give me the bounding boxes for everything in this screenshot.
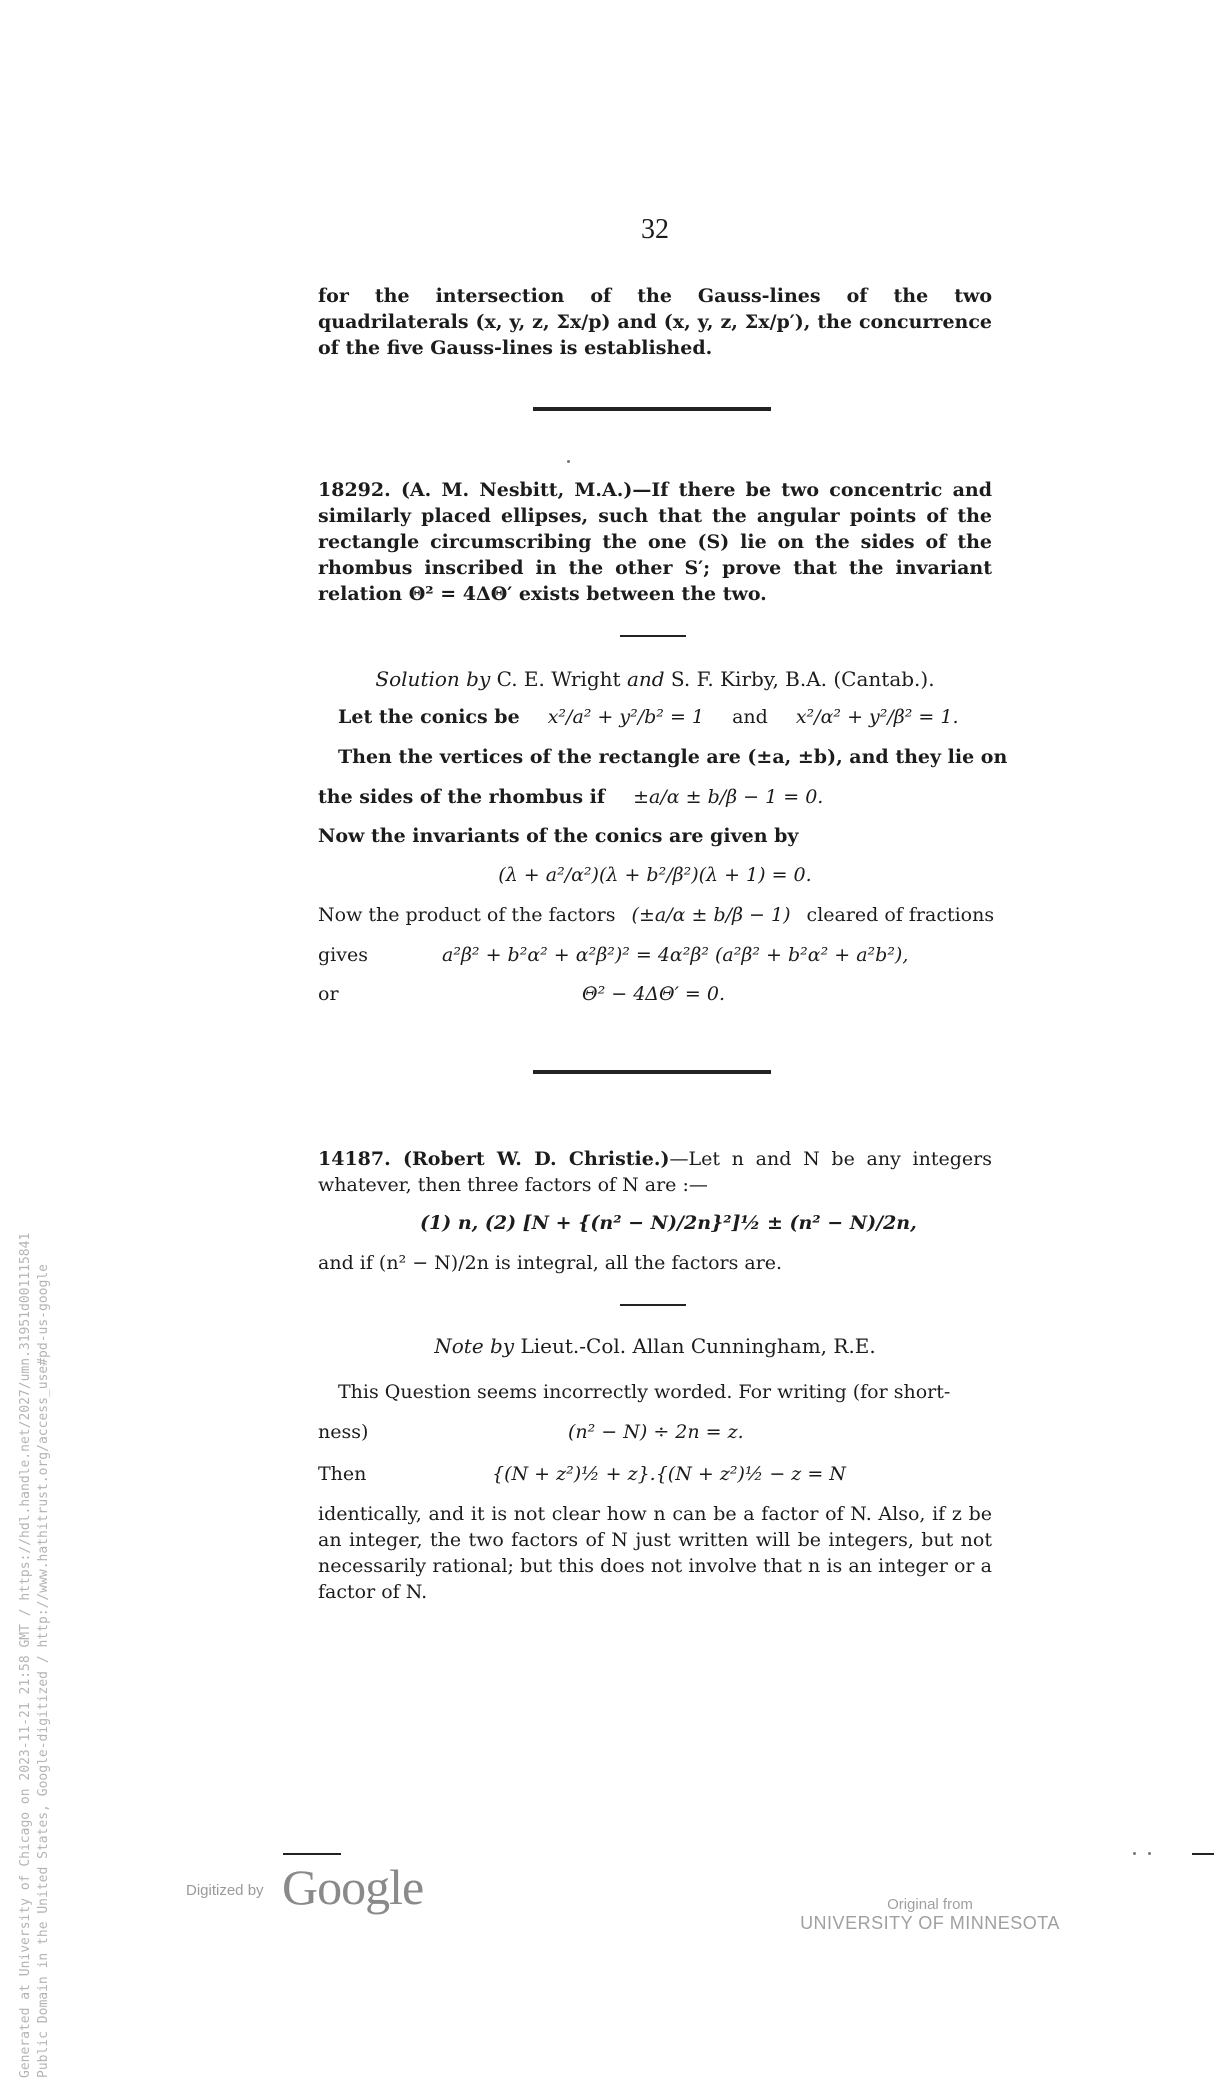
note-line-1: This Question seems incorrectly worded. For writing (for short- — [338, 1381, 951, 1403]
product-line — [318, 902, 994, 928]
product-text-end: cleared of fractions — [806, 904, 995, 926]
bottom-rule-right — [1192, 1853, 1214, 1855]
gives-line — [318, 942, 909, 968]
then-line — [318, 1461, 846, 1487]
factors-equation: (1) n, (2) [N + {(n² − N)/2n}²]½ ± (n² − N)/2n, — [420, 1212, 917, 1234]
product-text: Now the product of the factors — [318, 904, 616, 926]
question-number-2: 14187. — [318, 1148, 391, 1170]
solution-heading — [318, 666, 992, 692]
integral-line: and if (n² − N)/2n is integral, all the factors are. — [318, 1252, 783, 1274]
solution-author-1: C. E. Wright — [496, 667, 621, 691]
digitized-by-label: Digitized by — [186, 1882, 264, 1899]
question-body: —If there be two concentric and similarly placed ellipses, such that the angular points of the rectangle circumscribing the one (S) lie on the sides of the rhombus inscribed in the other S′; prove that the invariant relation Θ² = 4ΔΘ′ exists between the two. — [318, 479, 992, 605]
watermark-line-1: Generated at University of Chicago on 2023-11-21 21:58 GMT / https://hdl.handle.net/2027/umn.31951d001115841 — [18, 1232, 33, 2078]
watermark-line-2: Public Domain in the United States, Google-digitized / http://www.hathitrust.org/access_use#pd-us-google — [36, 1264, 51, 2078]
or-equation: Θ² − 4ΔΘ′ = 0. — [582, 983, 726, 1005]
institution-name: UNIVERSITY OF MINNESOTA — [800, 1913, 1060, 1933]
google-logo: Google — [282, 1859, 424, 1915]
question-number: 18292. — [318, 479, 391, 501]
conic-eq-1: x²/a² + y²/b² = 1 — [547, 706, 705, 728]
ness-equation: (n² − N) ÷ 2n = z. — [568, 1421, 744, 1443]
question-18292 — [318, 477, 992, 607]
short-rule — [620, 635, 686, 637]
hathitrust-watermark — [17, 1068, 53, 2078]
invariants-equation: (λ + a²/α²)(λ + b²/β²)(λ + 1) = 0. — [498, 864, 812, 886]
ness-label: ness) — [318, 1421, 369, 1443]
note-author: Lieut.-Col. Allan Cunningham, R.E. — [520, 1334, 876, 1358]
rhombus-eq: ±a/α ± b/β − 1 = 0. — [633, 786, 824, 808]
section-divider — [533, 407, 771, 411]
print-speck-2 — [1133, 1852, 1136, 1855]
conic-eq-2: x²/α² + y²/β² = 1. — [795, 706, 959, 728]
closing-paragraph: identically, and it is not clear how n can be a factor of N. Also, if z be an integer, the two factors of N just written will be integers, but not necessarily rational; but this does not involve that n is an integer or a factor of N. — [318, 1503, 992, 1603]
print-speck-3 — [1148, 1852, 1151, 1855]
gives-equation: a²β² + b²α² + α²β²)² = 4α²β² (a²β² + b²α² + a²b²), — [442, 944, 909, 966]
intro-paragraph: for the intersection of the Gauss-lines of the two quadrilaterals (x, y, z, Σx/p) and (x, y, z, Σx/p′), the concurrence of the five Gauss-lines is established. — [318, 285, 992, 359]
conics-and: and — [732, 706, 768, 728]
rhombus-text: the sides of the rhombus if — [318, 786, 606, 808]
solution-by-label: Solution by — [375, 667, 491, 691]
solution-author-2: S. F. Kirby, B.A. (Cantab.). — [670, 667, 935, 691]
original-from-block — [760, 1896, 1100, 1934]
or-label: or — [318, 983, 339, 1005]
then-equation: {(N + z²)½ + z}.{(N + z²)½ − z = N — [492, 1463, 846, 1485]
note-heading — [318, 1333, 992, 1359]
page-number: 32 — [641, 214, 669, 245]
question-14187 — [318, 1146, 992, 1198]
vertices-line: Then the vertices of the rectangle are (±a, ±b), and they lie on — [338, 746, 1008, 768]
question-body-2: —Let n and N be any integers whatever, then three factors of N are :— — [318, 1148, 992, 1196]
then-label: Then — [318, 1463, 367, 1485]
closing-section — [318, 1501, 992, 1605]
bottom-rule — [283, 1853, 341, 1855]
rhombus-line — [318, 784, 823, 810]
gives-label: gives — [318, 944, 368, 966]
question-author-2: (Robert W. D. Christie.) — [403, 1148, 670, 1170]
question-author: (A. M. Nesbitt, M.A.) — [400, 479, 633, 501]
invariants-line: Now the invariants of the conics are given by — [318, 825, 799, 847]
ness-line — [318, 1419, 744, 1445]
short-rule-2 — [620, 1304, 686, 1306]
intro-section — [318, 283, 992, 361]
note-by-label: Note by — [434, 1334, 515, 1358]
question-14187-text — [318, 1146, 992, 1198]
conics-text: Let the conics be — [338, 706, 520, 728]
section-divider-2 — [533, 1070, 771, 1074]
product-eq: (±a/α ± b/β − 1) — [631, 904, 791, 926]
question-18292-text — [318, 477, 992, 607]
or-line — [318, 981, 726, 1007]
original-from-label: Original from — [887, 1896, 973, 1913]
print-speck — [567, 460, 570, 463]
conics-line — [338, 704, 959, 730]
solution-and: and — [626, 667, 665, 691]
